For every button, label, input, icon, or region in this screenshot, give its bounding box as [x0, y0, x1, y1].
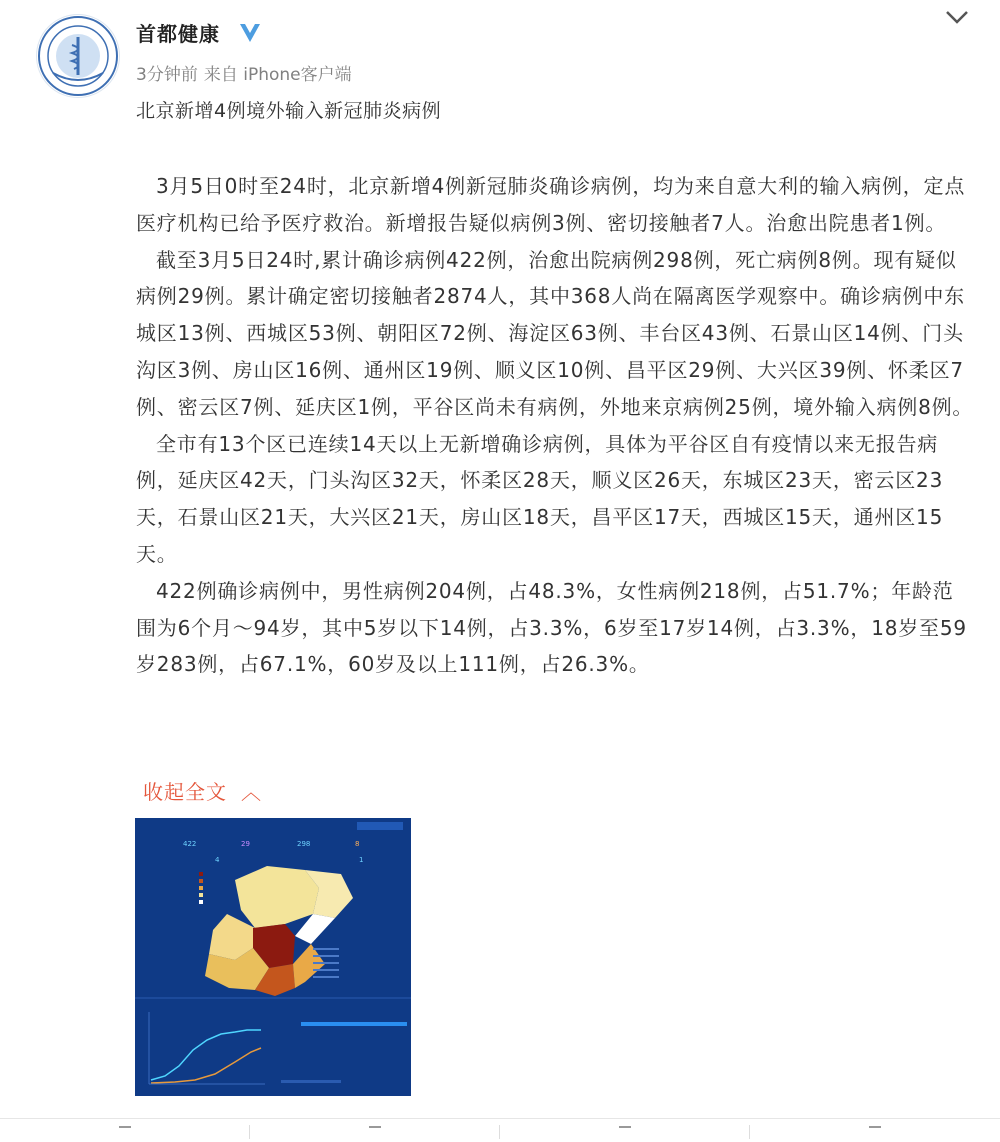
post-headline: 北京新增4例境外输入新冠肺炎病例 — [136, 100, 442, 122]
stat-new-2: 1 — [359, 856, 364, 864]
chevron-up-icon: ︿ — [241, 780, 262, 804]
verified-badge-icon — [238, 20, 262, 44]
action-like[interactable] — [750, 1123, 1000, 1137]
action-favorite[interactable] — [0, 1123, 250, 1137]
post-meta — [136, 60, 352, 85]
action-repost[interactable] — [250, 1123, 500, 1137]
stat-confirmed: 422 — [183, 840, 197, 848]
repost-icon — [369, 1126, 381, 1138]
post-body — [136, 168, 974, 683]
health-emblem-icon — [37, 15, 119, 97]
post-source: 来自 iPhone客户端 — [203, 65, 352, 85]
post-action-bar — [0, 1118, 1000, 1139]
collapse-label: 收起全文 — [143, 780, 227, 804]
paragraph-1: 3月5日0时至24时，北京新增4例新冠肺炎确诊病例，均为来自意大利的输入病例，定点医疗机构已给予医疗救治。新增报告疑似病例3例、密切接触者7人。治愈出院患者1例。 — [136, 174, 966, 235]
action-comment[interactable] — [500, 1123, 750, 1137]
username[interactable]: 首都健康 — [136, 22, 220, 46]
post-time[interactable]: 3分钟前 — [136, 65, 198, 85]
dashboard-thumbnail-image[interactable] — [135, 818, 411, 1096]
dashboard-graphic — [135, 818, 411, 1096]
chevron-down-icon[interactable] — [942, 4, 972, 28]
avatar[interactable] — [36, 14, 120, 98]
stat-cured: 298 — [297, 840, 311, 848]
paragraph-2: 截至3月5日24时,累计确诊病例422例，治愈出院病例298例，死亡病例8例。现有疑似病例29例。累计确定密切接触者2874人，其中368人尚在隔离医学观察中。确诊病例中东城区13例、西城区53例、朝阳区72例、海淀区63例、丰台区43例、石景山区14例、门头沟区3例、房山区16例、通州区19例、顺义区10例、昌平区29例、大兴区39例、怀柔区7例、密云区7例、延庆区1例，平谷区尚未有病例，外地来京病例25例，境外输入病例8例。 — [136, 247, 974, 419]
comment-icon — [619, 1126, 631, 1138]
like-icon — [869, 1126, 881, 1138]
favorite-icon — [119, 1126, 131, 1138]
stat-deaths: 8 — [355, 840, 360, 848]
stat-new-1: 4 — [215, 856, 220, 864]
paragraph-3: 全市有13个区已连续14天以上无新增确诊病例，具体为平谷区自有疫情以来无报告病例，延庆区42天，门头沟区32天，怀柔区28天，顺义区26天，东城区23天，密云区23天，石景山区21天，大兴区21天，房山区18天，昌平区17天，西城区15天，通州区15天。 — [136, 431, 944, 566]
stat-suspected: 29 — [241, 840, 250, 848]
collapse-full-text-link[interactable] — [143, 776, 262, 805]
paragraph-4: 422例确诊病例中，男性病例204例，占48.3%，女性病例218例，占51.7%；年龄范围为6个月～94岁，其中5岁以下14例，占3.3%，6岁至17岁14例，占3.3%，18岁至59岁283例，占67.1%，60岁及以上111例，占26.3%。 — [136, 578, 967, 677]
